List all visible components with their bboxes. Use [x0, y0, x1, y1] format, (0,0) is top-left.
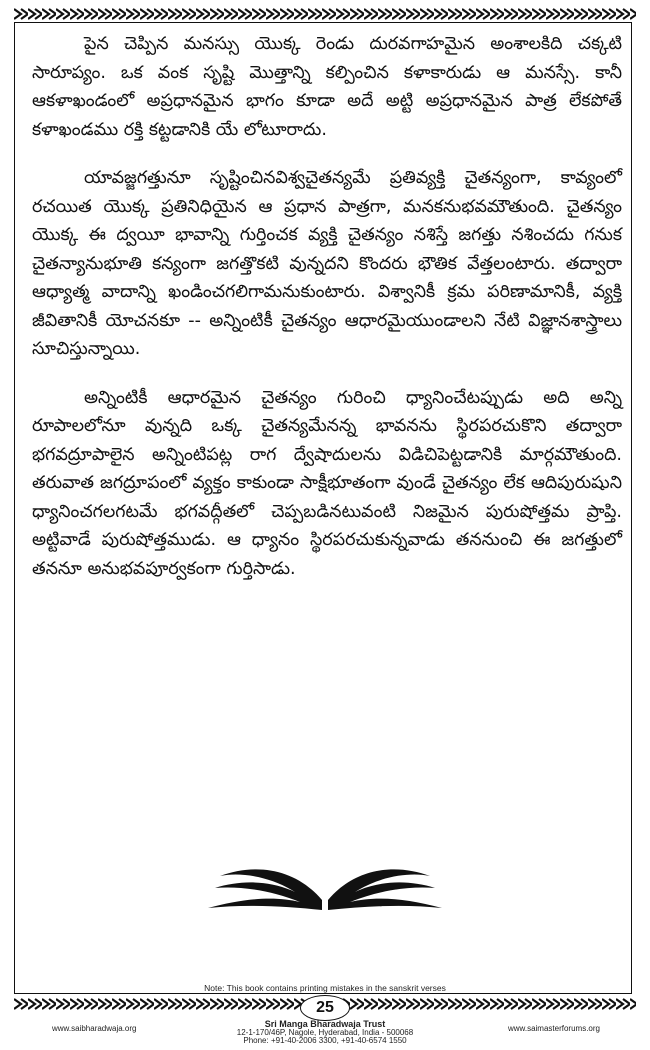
trust-name: Sri Manga Bharadwaja Trust [264, 1019, 386, 1029]
footer-right-url[interactable]: www.saimasterforums.org [507, 1024, 600, 1033]
main-text [32, 30, 622, 603]
footer-left-url[interactable]: www.saibharadwaja.org [52, 1024, 137, 1033]
paragraph-2: యావజ్జగత్తునూ సృష్టించినవిశ్వచైతన్యమే ప్రతివ్యక్తి చైతన్యంగా, కావ్యంలో రచయిత యొక్క ప్రతినిధియైన ఆ ప్రధాన పాత్రగా, మనకనుభవమౌతుంది. చైతన్యం యొక్క ఈ ద్వయీ భావాన్ని గుర్తించక వ్యక్తి చైతన్యం నశిస్తే జగత్తు నశించదు గనుక చైతన్యానుభూతి కన్యంగా జగత్తొకటి వున్నదని కొందరు భౌతిక వేత్తలంటారు. తద్వారా ఆధ్యాత్మ వాదాన్ని ఖండించగలిగామనుకుంటారు. విశ్వానికీ క్రమ పరిణామానికీ, వ్యక్తి జీవితానికీ యోచనకూ -- అన్నింటికీ చైతన్యం ఆధారమైయుండాలని నేటి విజ్ఞానశాస్త్రాలు సూచిస్తున్నాయి. [32, 168, 622, 359]
trust-phone: Phone: +91-40-2006 3300, +91-40-6574 1550 [243, 1036, 407, 1045]
paragraph-3: అన్నింటికీ ఆధారమైన చైతన్యం గురించి ధ్యానించేటప్పుడు అది అన్ని రూపాలలోనూ వున్నది ఒక్క చైతన్యమేనన్న భావనను స్థిరపరచుకొని తద్వారా భగవద్రూపాలైన అన్నింటిపట్ల రాగ ద్వేషాదులను విడిచిపెట్టడానికి మార్గమౌతుంది. తరువాత జగద్రూపంలో వ్యక్తం కాకుండా సాక్షీభూతంగా వుండే చైతన్యం లేక ఆదిపురుషుని ధ్యానించగలగటమే భగవద్గీతలో చెప్పబడినటువంటి నిజమైన పురుషోత్తమ ప్రాప్తి. అట్టివాడే పురుషోత్తముడు. ఆ ధ్యానం స్థిరపరచుకున్నవాడు తననుంచి ఈ జగత్తులో తననూ అనుభవపూర్వకంగా గుర్తిసాడు. [32, 387, 622, 579]
trust-address: 12-1-170/46P, Nagole, Hyderabad, India - 500068 [236, 1027, 414, 1037]
floral-divider-icon [200, 858, 450, 918]
printing-note: Note: This book contains printing mistakes in the sanskrit verses [204, 983, 446, 993]
top-decorative-border [14, 6, 636, 20]
page-number: 25 [300, 995, 350, 1021]
top-border-pattern [14, 7, 636, 20]
paragraph-1: పైన చెప్పిన మనస్సు యొక్క రెండు దురవగాహమైన అంశాలకిది చక్కటి సారూప్యం. ఒక వంక సృష్టి మొత్తాన్ని కల్పించిన కళాకారుడు ఆ మనస్సే. కానీ ఆకళాఖండంలో అప్రధానమైన భాగం కూడా అదే అట్టి అప్రధానమైన పాత్ర లేకపోతే కళాఖండము రక్తి కట్టడానికి యే లోటూరాదు. [32, 34, 622, 140]
